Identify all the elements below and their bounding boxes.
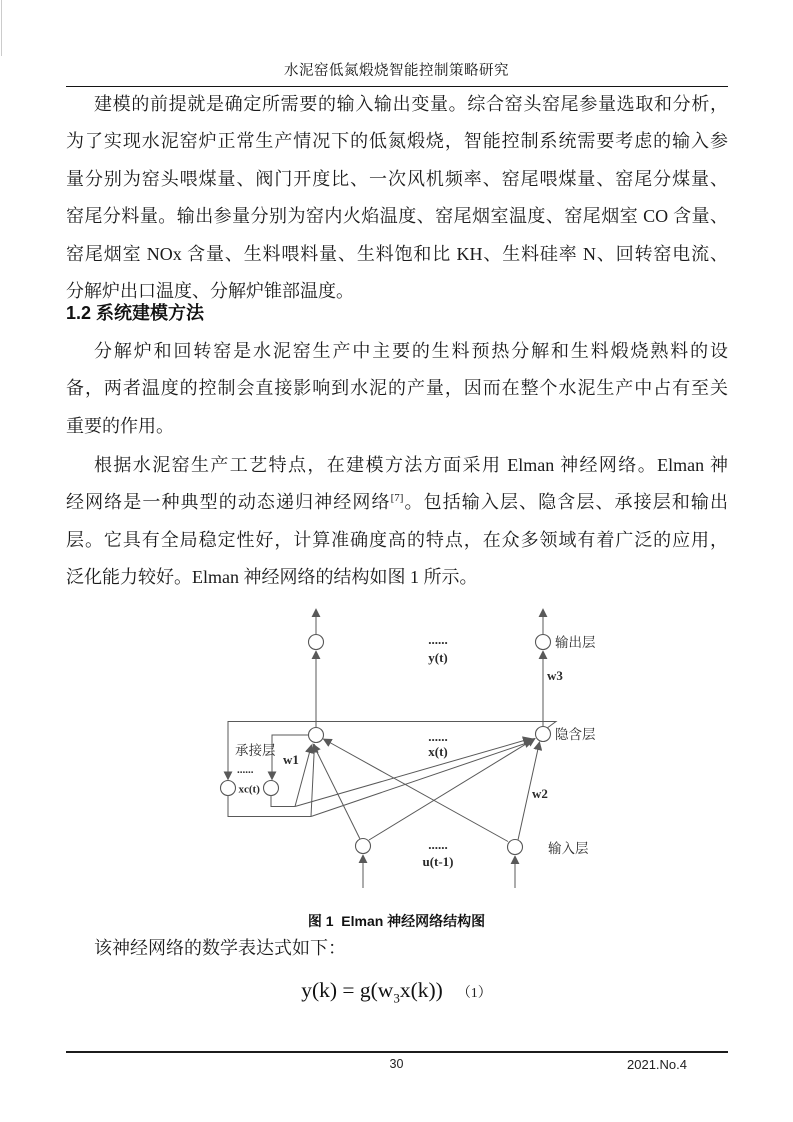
elman-network-diagram [195, 595, 615, 895]
text-line: 备，两者温度的控制会直接影响到水泥的产量，因而在整个水泥生产中占有至关 [66, 378, 728, 399]
label-y-t: y(t) [428, 650, 448, 665]
text-line: 分解炉和回转窑是水泥窑生产中主要的生料预热分解和生料煅烧熟料的设 [94, 341, 728, 361]
label-x-t: x(t) [428, 744, 448, 759]
text-segment: 经网络是一种典型的动态递归神经网络 [66, 492, 391, 513]
input-node-right [508, 840, 523, 855]
journal-issue-label: 2021.No.4 [627, 1057, 687, 1072]
text-segment: 。包括输入层、隐含层、承接层和输出 [403, 492, 729, 513]
citation-reference-7: [7] [390, 492, 404, 505]
output-node-right [536, 635, 551, 650]
label-w1: w1 [283, 752, 299, 767]
paragraph-kiln-importance [66, 333, 728, 445]
paragraph-io-variables [66, 86, 728, 310]
page-number: 30 [389, 1057, 404, 1071]
equation-subscript: 3 [393, 990, 400, 1006]
equation-rhs: x(k)) [399, 978, 443, 1002]
text-line: 窑尾分料量。输出参量分别为窑内火焰温度、窑尾烟室温度、窑尾烟室 CO 含量、 [66, 206, 728, 227]
label-xc-t: xc(t) [238, 783, 260, 796]
text-line [66, 484, 728, 521]
text-line: 窑尾烟室 NOx 含量、生料喂料量、生料饱和比 KH、生料硅率 N、回转窑电流、 [66, 243, 728, 264]
label-output-layer: 输出层 [555, 635, 596, 650]
equation-lhs: y(k) = g(w [301, 978, 394, 1002]
hidden-node-left [309, 728, 324, 743]
input-node-left [356, 839, 371, 854]
text-line: 量分别为窑头喂煤量、阀门开度比、一次风机频率、窑尾喂煤量、窑尾分煤量、 [66, 168, 728, 189]
hidden-node-right [536, 727, 551, 742]
text-line: 层。它具有全局稳定性好，计算准确度高的特点，在众多领域有着广泛的应用， [66, 529, 728, 550]
context-node-left [221, 781, 236, 796]
ellipsis-hidden: ...... [428, 729, 448, 744]
ellipsis-input: ...... [428, 837, 448, 852]
label-u-t-1: u(t-1) [422, 854, 454, 869]
label-w3: w3 [547, 668, 563, 683]
text-line: 泛化能力较好。Elman 神经网络的结构如图 1 所示。 [66, 567, 478, 588]
label-context-layer: 承接层 [235, 743, 276, 758]
equation-body [301, 978, 443, 1006]
running-head-title: 水泥窑低氮煅烧智能控制策略研究 [284, 63, 509, 79]
section-heading-1-2: 1.2 系统建模方法 [66, 303, 205, 323]
label-input-layer: 输入层 [548, 841, 589, 856]
scan-artifact-line [1, 0, 2, 56]
output-node-left [309, 635, 324, 650]
paragraph-elman-intro [66, 447, 728, 597]
text-line: 为了实现水泥窑炉正常生产情况下的低氮煅烧，智能控制系统需要考虑的输入参 [66, 131, 728, 152]
context-node-right [264, 781, 279, 796]
equation-1 [0, 978, 793, 1006]
figure-1-caption: 图 1 Elman 神经网络结构图 [307, 913, 486, 929]
ellipsis-output: ...... [428, 632, 448, 647]
text-line: 分解炉出口温度、分解炉锥部温度。 [66, 281, 354, 302]
footer-rule [66, 1051, 728, 1053]
ellipsis-context: ...... [237, 764, 254, 776]
text-line: 重要的作用。 [66, 415, 174, 436]
text-line: 根据水泥窑生产工艺特点，在建模方法方面采用 Elman 神经网络。Elman 神 [94, 455, 728, 475]
label-hidden-layer: 隐含层 [555, 727, 596, 742]
text-line: 建模的前提就是确定所需要的输入输出变量。综合窑头窑尾参量选取和分析， [94, 94, 728, 114]
paragraph-formula-lead: 该神经网络的数学表达式如下： [94, 938, 346, 958]
label-w2: w2 [532, 786, 548, 801]
equation-number: （1） [456, 986, 492, 1001]
connection-lines [228, 609, 556, 888]
